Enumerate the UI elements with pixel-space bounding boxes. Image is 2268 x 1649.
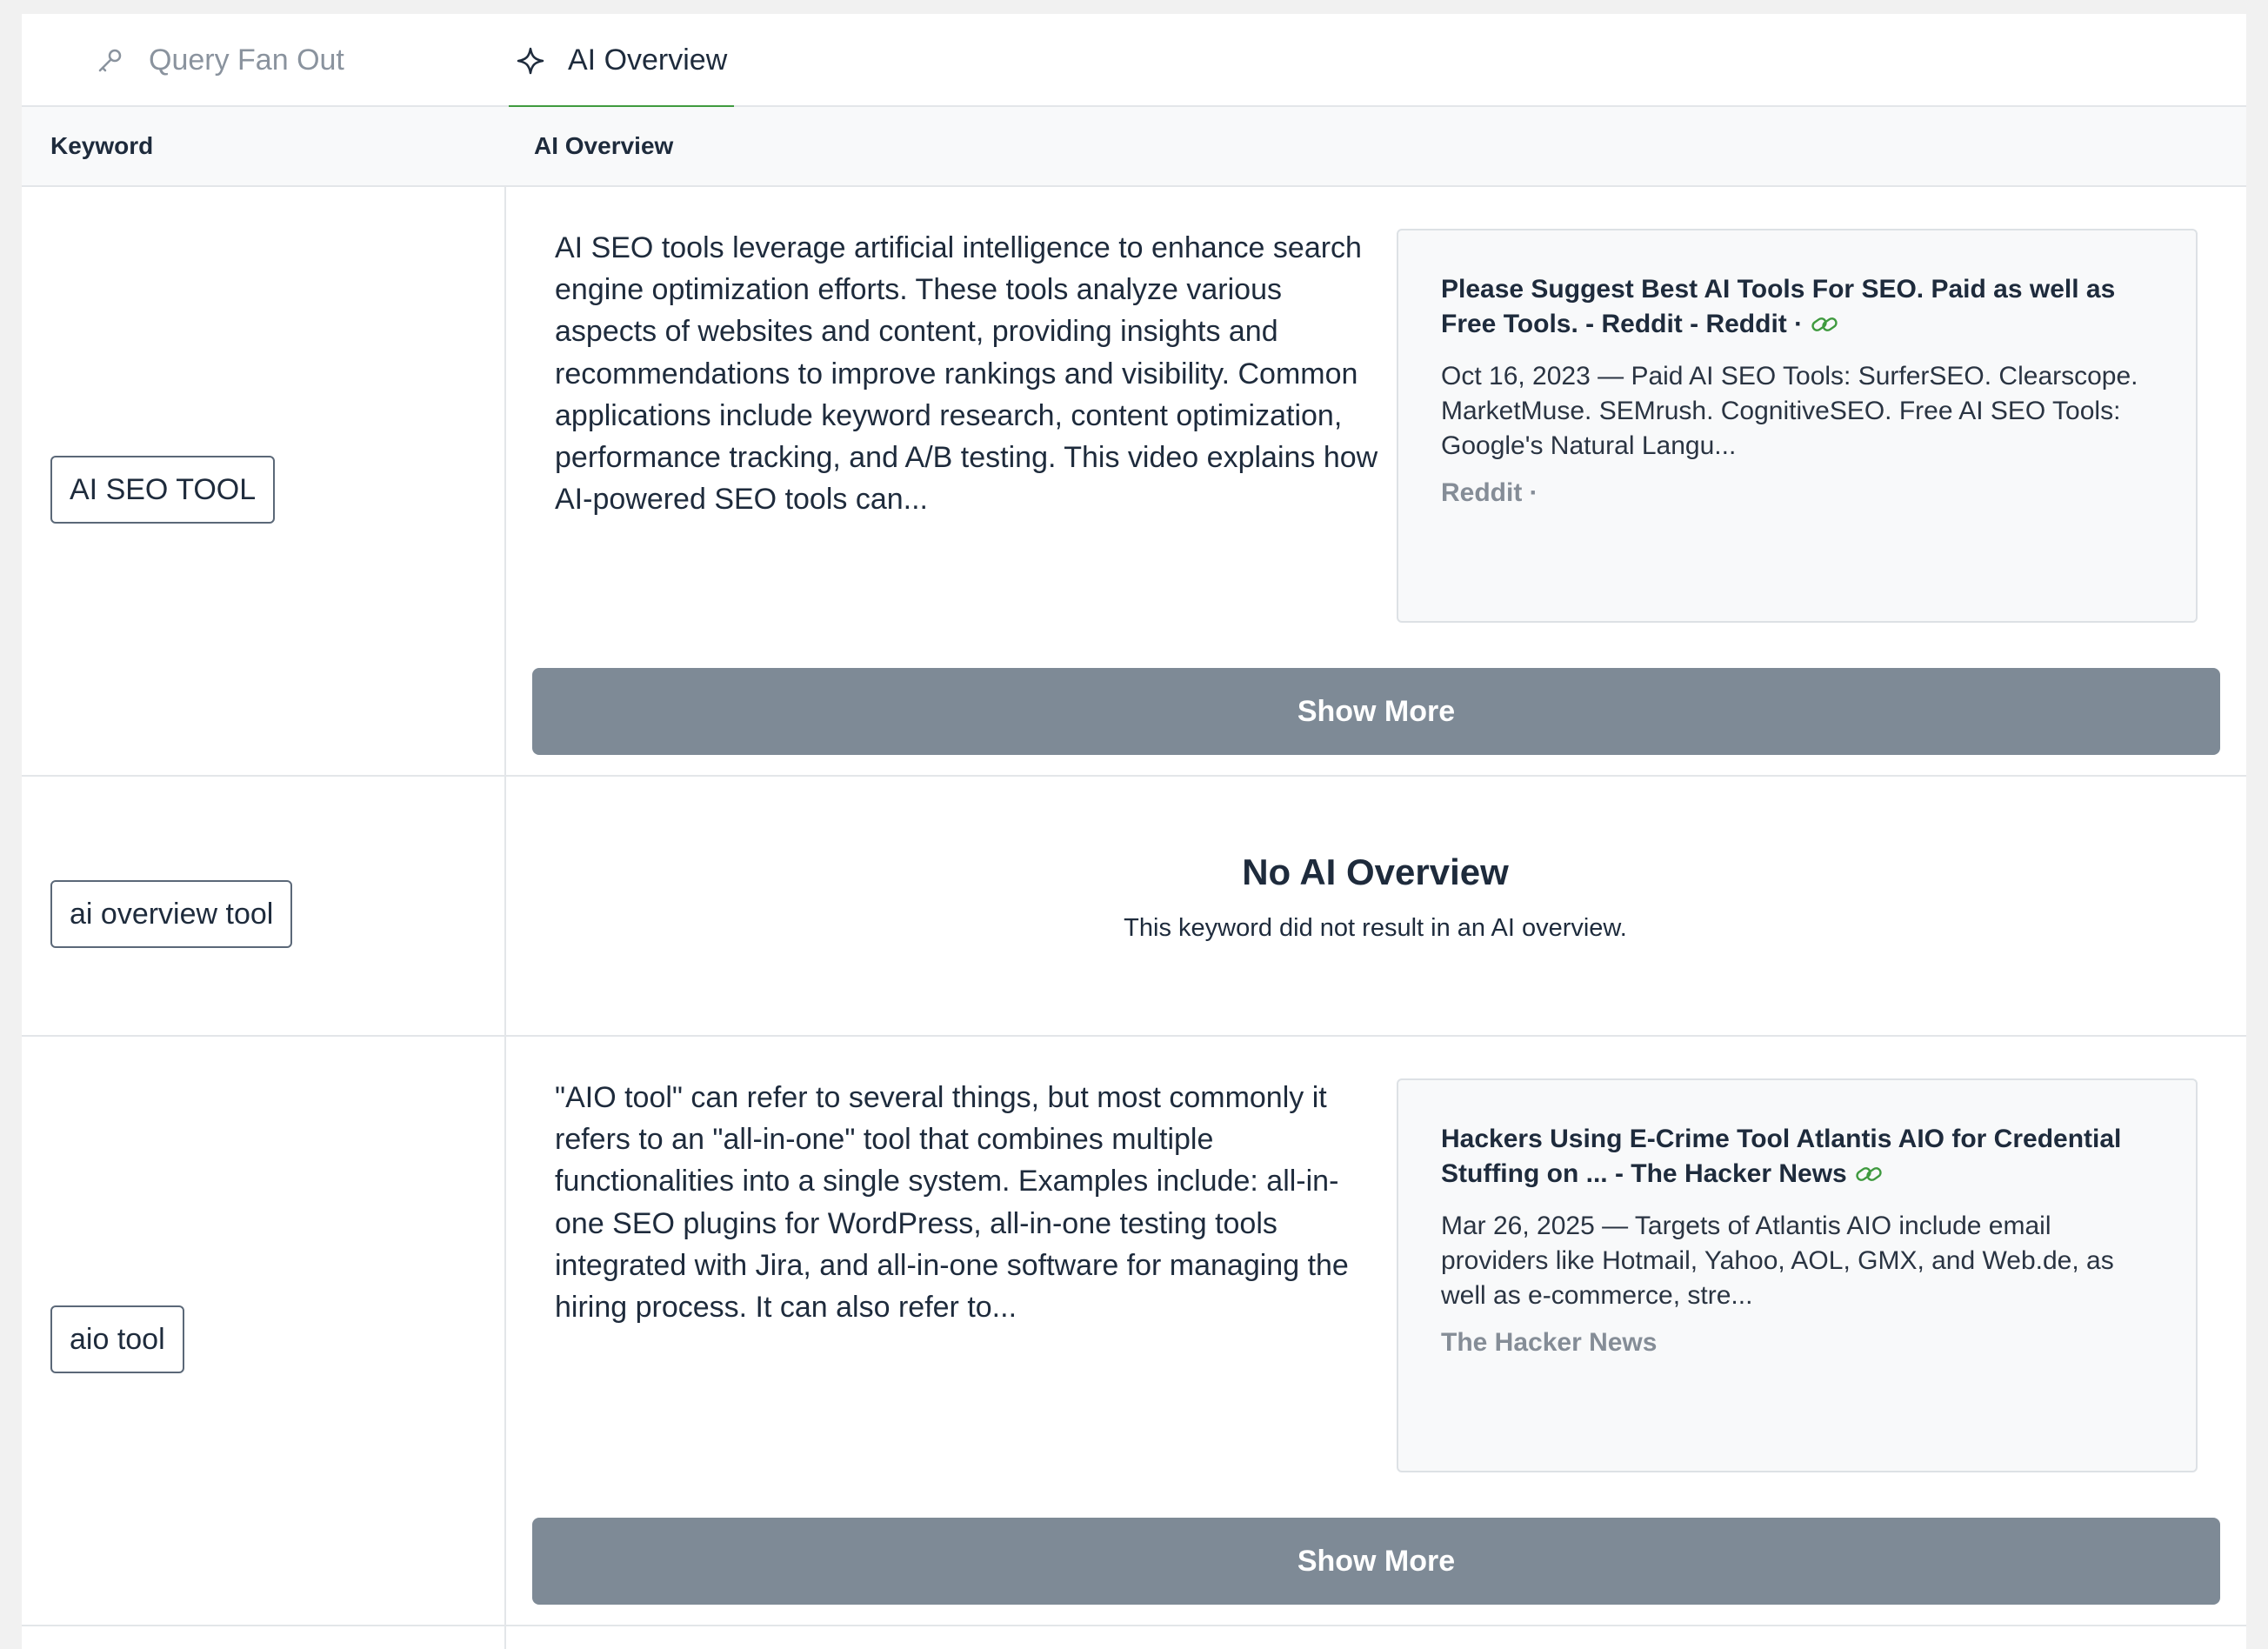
tab-label: AI Overview xyxy=(568,43,728,77)
source-site: Reddit · xyxy=(1441,478,1538,507)
link-icon[interactable] xyxy=(1854,1160,1884,1195)
keyword-chip[interactable]: ai overview tool xyxy=(50,880,292,948)
ai-overview-summary: AI SEO tools leverage artificial intelligence to enhance search engine optimization efforts. These tools analyze various aspects of websites and content, providing insights and recommendations to improve rankings and visibility. Common applications include keyword research, content optimization, performance tracking, and A/B testing. This video explains how AI-powered SEO tools can... xyxy=(555,231,1378,517)
source-snippet: Oct 16, 2023 — Paid AI SEO Tools: SurferSEO. Clearscope. MarketMuse. SEMrush. CognitiveSEO. Free AI SEO Tools: Google's Natural Langu... xyxy=(1441,362,2138,460)
source-site: The Hacker News xyxy=(1441,1328,1658,1357)
keyword-chip[interactable]: AI SEO TOOL xyxy=(50,456,275,524)
source-snippet: Mar 26, 2025 — Targets of Atlantis AIO include email providers like Hotmail, Yahoo, AOL, GMX, and Web.de, as well as e-commerce, stre... xyxy=(1441,1212,2114,1310)
source-title[interactable] xyxy=(1441,1122,2154,1195)
source-title[interactable] xyxy=(1441,272,2154,345)
column-header-ai-overview: AI Overview xyxy=(534,132,674,159)
ai-overview-panel xyxy=(22,14,2246,1649)
empty-state-title: No AI Overview xyxy=(1242,851,1509,892)
ai-overview-summary: "AIO tool" can refer to several things, but most commonly it refers to an "all-in-one" tool that combines multiple functionalities into a single system. Examples include: all-in-one SEO plugins for WordPress, all-in-one testing tools integrated with Jira, and all-in-one software for managing the hiring process. It can also refer to... xyxy=(555,1081,1349,1325)
key-icon xyxy=(95,45,126,77)
tab-bar xyxy=(22,14,2246,107)
table-header xyxy=(22,107,2246,187)
table-row xyxy=(22,777,2246,1037)
source-card xyxy=(1397,1078,2198,1472)
table-row xyxy=(22,187,2246,777)
empty-state-description: This keyword did not result in an AI overview. xyxy=(1124,914,1627,942)
empty-state xyxy=(504,851,2246,943)
show-more-button[interactable]: Show More xyxy=(532,1518,2220,1605)
tab-ai-overview[interactable] xyxy=(509,14,734,107)
tab-query-fan-out[interactable] xyxy=(95,14,344,107)
sparkle-icon xyxy=(516,46,545,76)
tab-label: Query Fan Out xyxy=(149,43,344,77)
show-more-button[interactable]: Show More xyxy=(532,668,2220,755)
keyword-chip[interactable]: aio tool xyxy=(50,1305,184,1373)
source-title-text: Please Suggest Best AI Tools For SEO. Paid as well as Free Tools. - Reddit - Reddit · xyxy=(1441,275,2116,338)
source-title-text: Hackers Using E-Crime Tool Atlantis AIO for Credential Stuffing on ... - The Hacker News xyxy=(1441,1125,2122,1188)
source-card xyxy=(1397,229,2198,623)
link-icon[interactable] xyxy=(1810,310,1839,345)
table-row xyxy=(22,1037,2246,1626)
column-header-keyword: Keyword xyxy=(50,132,154,159)
